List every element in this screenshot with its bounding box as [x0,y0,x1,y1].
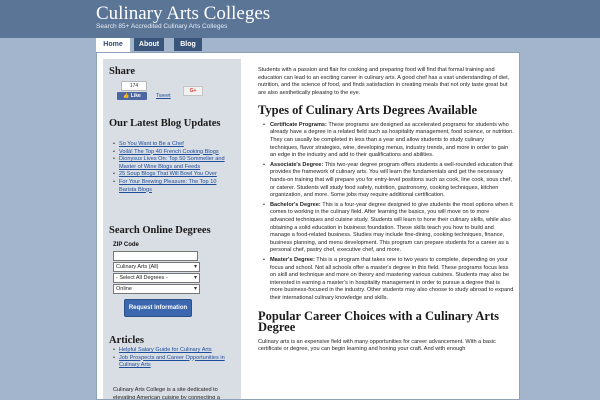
latest-blog-title: Our Latest Blog Updates [109,118,221,129]
degree-text: These programs are designed as accelerated programs for students who already have a degree in a related field such as hospitality management, food science, or nutrition. They can usually be completed in less than a year and allow students to study culinary techniques, flavor strategies, wine, developing menus, industry trends, and more in order to gain an edge in the industry and add to their qualifications and abilities. [270,121,514,159]
intro-paragraph: Students with a passion and flair for cooking and preparing food will find that formal training and education can lead to an exciting career in culinary arts. A good chef has a vast understanding of diet, nutrition, and the science of food, and finds satisfaction in creating meals that not only taste great but are also aesthetically pleasing to the eye. [258,67,510,96]
degree-list [258,122,514,303]
share-title: Share [109,66,136,77]
degree-item [270,162,514,200]
site-header [0,0,600,38]
content-container [96,52,520,400]
nav-tab-home[interactable]: Home [96,38,130,52]
blog-link[interactable]: • 25 Soup Blogs That Will Bowl You Over [113,171,235,179]
category-select[interactable]: Culinary Arts (All) ▾ [113,262,200,272]
like-label: Like [130,93,141,99]
google-plus-button[interactable]: G+ [183,86,203,96]
main-content [258,67,514,354]
articles-title: Articles [109,335,144,346]
degree-select[interactable]: - Select All Degrees - ▾ [113,273,200,283]
careers-paragraph: Culinary arts is an expensive field with many opportunities for career advancement. With a basic certificate or degree, you can begin learning and honing your craft. And with enough [258,338,496,353]
sidebar [103,59,241,400]
careers-heading: Popular Career Choices with a Culinary Arts Degree [258,308,499,335]
zip-label: ZIP Code [113,242,139,248]
degree-item [270,122,514,160]
nav-tab-blog[interactable]: Blog [174,38,202,51]
degree-text: This is a program that takes one to two years to complete, depending on your focus and school. Not all schools offer a master's degree in this field. These programs focus less on skill and technique and more on theory and mastering various cuisines. Students may also be interested in earning a master's in hospitality management in order to pursue a degree that is more business-focused in the industry. Other students may also choose to study abroad to expand their international culinary knowledge and skills. [270,256,514,301]
thumbs-up-icon: 👍 [123,93,130,99]
search-title: Search Online Degrees [109,225,211,236]
degree-name: Bachelor's Degree: [270,201,321,208]
degree-item [270,257,514,303]
site-title[interactable]: Culinary Arts Colleges [96,3,271,24]
article-link[interactable]: • Helpful Salary Guide for Culinary Arts [113,347,235,355]
blog-link[interactable]: • So You Want to Be a Chef [113,141,235,149]
nav-tab-about[interactable]: About [134,38,164,51]
blog-link[interactable]: • Voilà! The Top 40 French Cooking Blogs [113,149,235,157]
about-text: Culinary Arts College is a site dedicated to elevating American cuisine by connecting a [113,387,220,400]
blog-list [113,141,235,194]
facebook-like-button[interactable] [117,92,147,100]
degree-name: Certificate Programs: [270,121,327,128]
format-select[interactable]: Online ▾ [113,284,200,294]
degree-name: Master's Degree: [270,256,315,263]
article-list [113,347,235,370]
blog-link[interactable]: • For Your Brewing Pleasure: The Top 10 Barista Blogs [113,179,235,194]
degree-text: This is a four-year degree designed to give students the most options when it comes to working in the culinary field. After learning the basics, you will move on to more advanced techniques and cuisine study. Students will learn to hone their culinary skills, while also obtaining a solid education in business foundation. These skills teach you how to build and manage a food-related business. Studies may include fine-dining, cooking techniques, finance, business planning, and menu development. This program can prepare students for a career as a personal chef, pastry chef, executive chef, and more. [270,201,513,254]
zip-input[interactable] [113,251,198,261]
article-link[interactable]: • Job Prospects and Career Opportunities in Culinary Arts [113,355,235,370]
degree-item [270,202,514,255]
degree-name: Associate's Degree: [270,161,324,168]
degree-text: This two-year degree program offers students a well-rounded education that provides the framework of culinary arts. You will learn the fundamentals and get the necessary hands-on training that will prepare you for entry-level positions such as cook, line cook, sous chef, or caterer. Students will study food safety, nutrition, gastronomy, cooking techniques, kitchen organization, and more. Some jobs may require additional certification. [270,161,513,199]
like-count: 174 [121,81,147,91]
tweet-link[interactable]: Tweet [156,93,171,99]
blog-link[interactable]: • Dionysus Lives On: Top 50 Sommelier and Master of Wine Blogs and Feeds [113,156,235,171]
site-tagline: Search 85+ Accredited Culinary Arts Colleges [96,23,228,30]
types-heading: Types of Culinary Arts Degrees Available [258,103,478,118]
request-information-button[interactable]: Request Information [124,299,192,317]
